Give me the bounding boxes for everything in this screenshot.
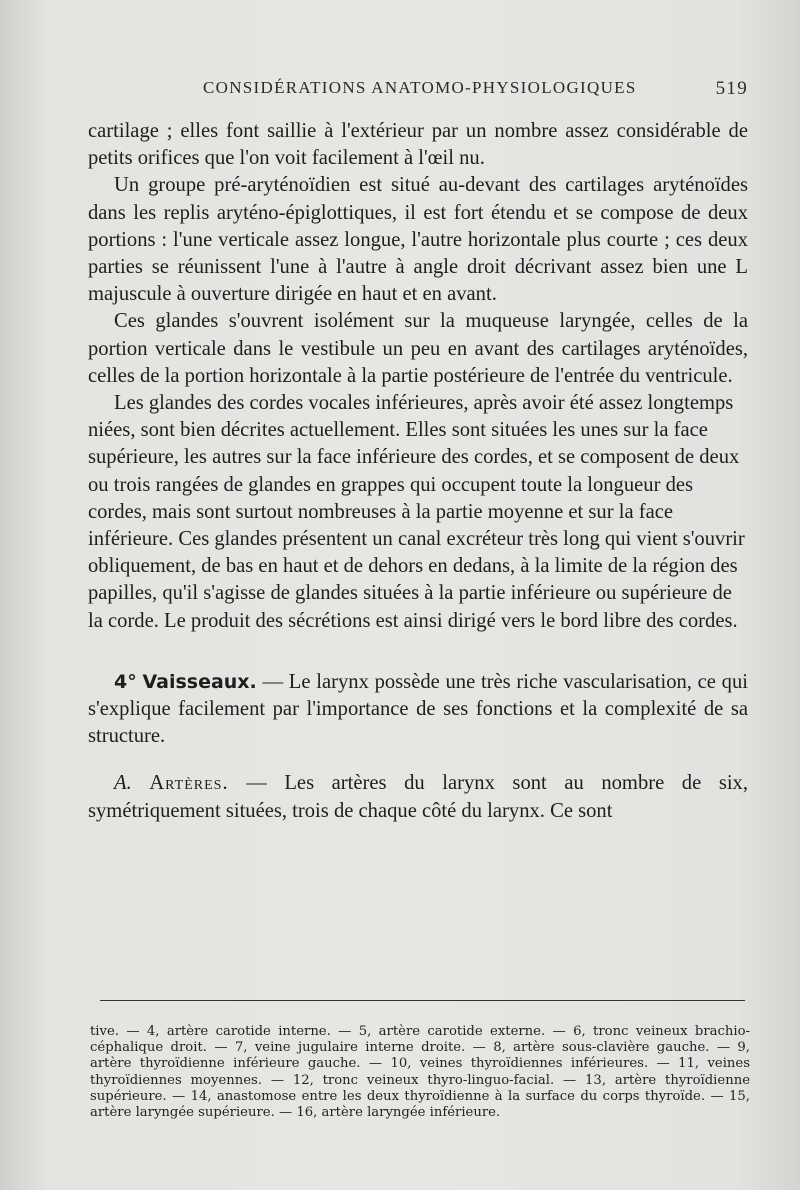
figure-caption-footnote: tive. — 4, artère carotide interne. — 5, artère carotide externe. — 6, tronc veineux brachio-céphalique droit. — 7, veine jugulaire interne droite. — 8, artère sous-clavière gauche. — 9, artère thyroïdienne inférieure gauche. — 10, veines thyroïdiennes inférieures. — 11, veines thyroïdiennes moyennes. — 12, tronc veineux thyro-linguo-facial. — 13, artère thyroïdienne supérieure. — 14, anastomose entre les deux thyroïdienne à la surface du corps thyroïde. — 15, artère laryngée supérieure. — 16, artère laryngée inférieure. — [90, 1024, 750, 1121]
subsection-text: — Les artères du larynx sont au nombre de six, symétriquement situées, trois de chaque côté du larynx. Ce sont — [88, 772, 748, 822]
page-number: 519 — [715, 78, 748, 99]
footnote-divider — [100, 1000, 745, 1001]
section-arteres — [88, 770, 748, 824]
subsection-letter: A. — [114, 772, 132, 795]
paragraph-gland-openings: Ces glandes s'ouvrent isolément sur la muqueuse laryngée, celles de la portion verticale dans le vestibule un peu en avant des cartilages aryténoïdes, celles de la portion horizontale à la partie postérieure de l'entrée du ventricule. — [88, 310, 748, 387]
section-heading: Vaisseaux. — [142, 670, 257, 693]
paragraph-continuation: cartilage ; elles font saillie à l'extérieur par un nombre assez considérable de petits orifices que l'on voit facilement à l'œil nu. — [88, 120, 748, 170]
paragraph-pre-arytenoid: Un groupe pré-aryténoïdien est situé au-devant des cartilages aryténoïdes dans les replis aryténo-épiglottiques, il est fort étendu et se compose de deux portions : l'une verticale assez longue, l'autre horizontale plus courte ; ces deux parties se réunissent l'une à l'autre à angle droit décrivant assez bien une L majuscule à ouverture dirigée en haut et en avant. — [88, 174, 748, 306]
section-number: 4° — [114, 670, 137, 693]
main-text — [88, 118, 748, 825]
section-text: — Le larynx possède une très riche vascularisation, ce qui s'explique facilement par l'importance de ses fonctions et la complexité de sa structure. — [88, 670, 748, 748]
subsection-heading: Artères. — [149, 772, 229, 795]
section-vaisseaux — [88, 669, 748, 751]
paragraph-vocal-cord-glands: Les glandes des cordes vocales inférieures, après avoir été assez longtemps niées, sont bien décrites actuellement. Elles sont situées les unes sur la face supérieure, les autres sur la face inférieure des cordes, et se composent de deux ou trois rangées de glandes en grappes qui occupent toute la longueur des cordes, mais sont surtout nombreuses à la partie moyenne et sur la face inférieure. Ces glandes présentent un canal excréteur très long qui vient s'ouvrir obliquement, de bas en haut et de dehors en dedans, à la limite de la région des papilles, qu'il s'agisse de glandes situées à la partie inférieure ou supérieure de la corde. Le produit des sécrétions est ainsi dirigé vers le bord libre des cordes. — [88, 392, 745, 632]
running-title: CONSIDÉRATIONS ANATOMO-PHYSIOLOGIQUES — [203, 78, 637, 97]
